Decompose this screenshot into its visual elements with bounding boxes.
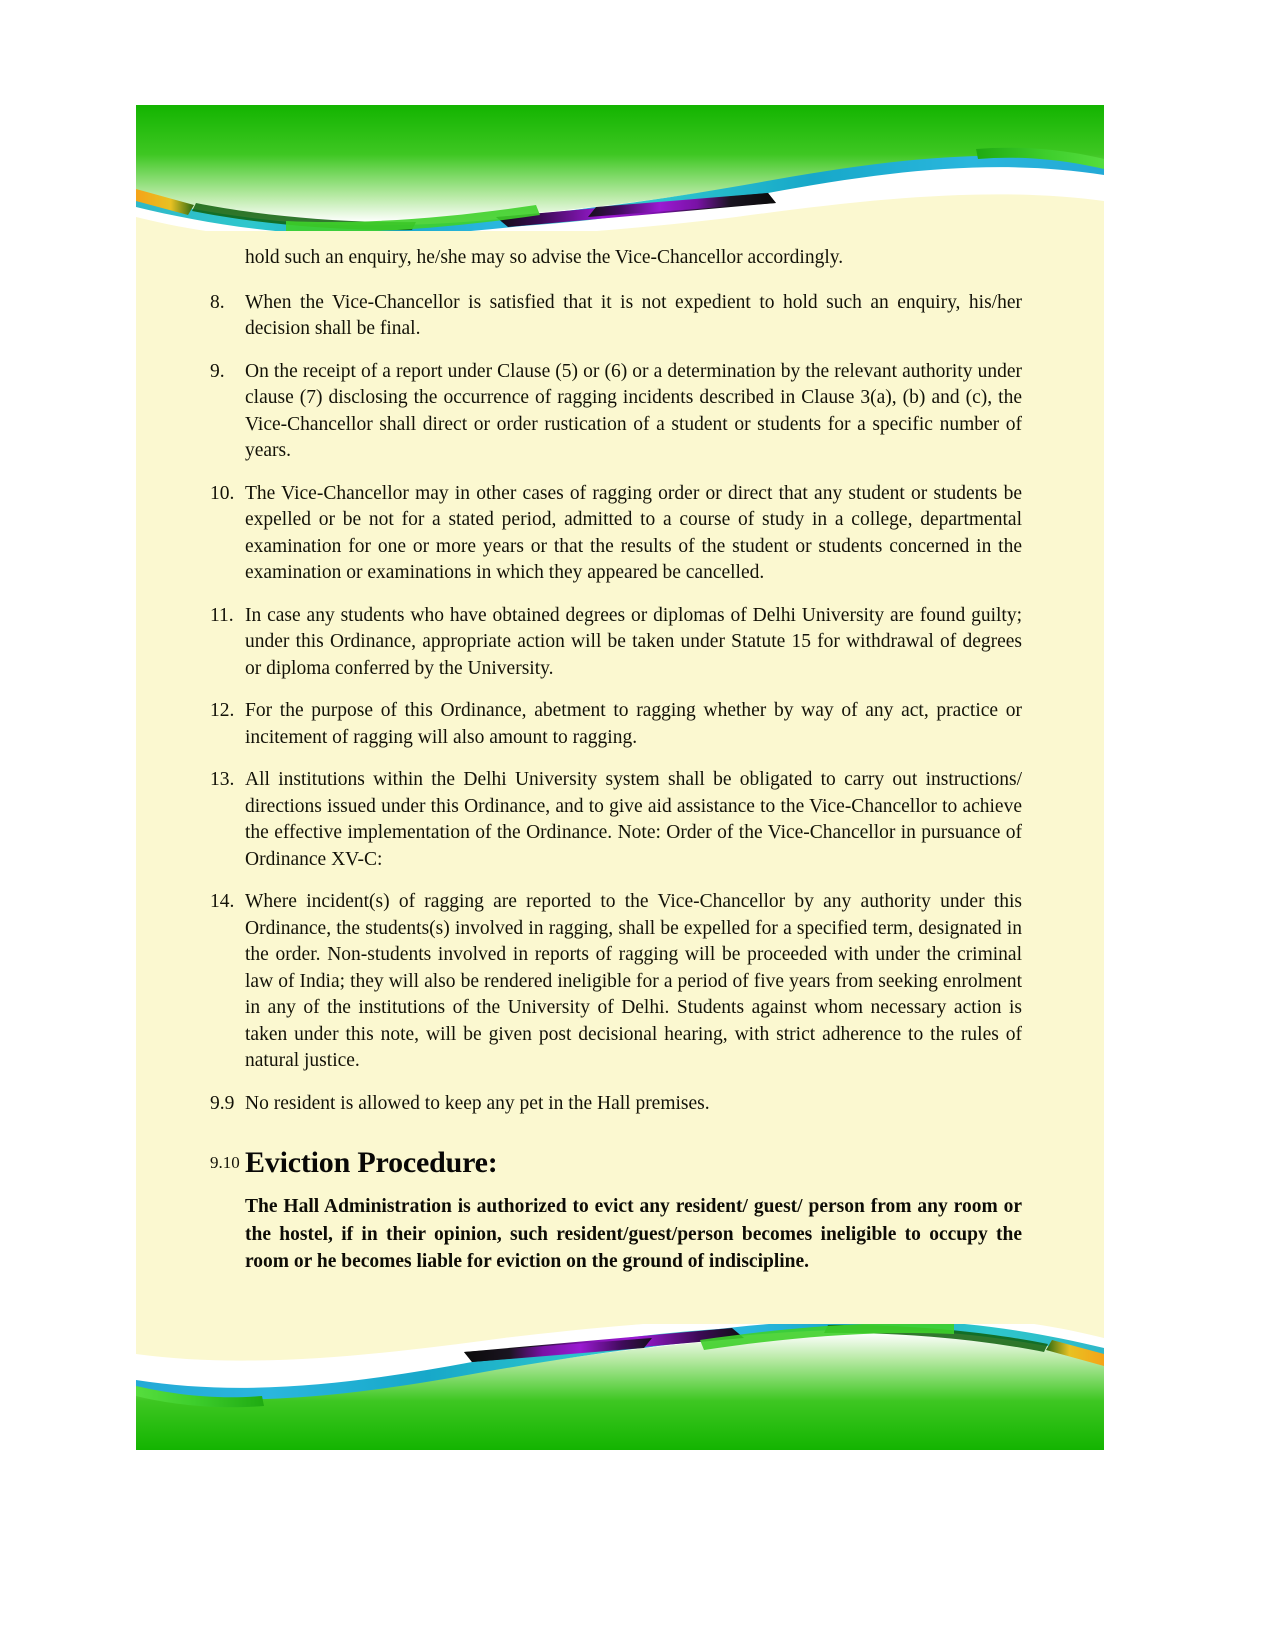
document-content [136,245,1104,1276]
clause-number: 8. [210,291,225,313]
clause-number: 10. [210,482,235,504]
clause-text: Where incident(s) of ragging are reported to the Vice-Chancellor by any authority under this Ordinance, the students(s) involved in ragging, shall be expelled for a specified term, designated in the order. Non-students involved in reports of ragging will be proceeded with under the criminal law of India; they will also be rendered ineligible for a period of five years from seeking enrolment in any of the institutions of the University of Delhi. Students against whom necessary action is taken under this note, will be given post decisional hearing, with strict adherence to the rules of natural justice. [245,891,1022,1071]
clause-number: 13. [210,769,235,790]
wave-banner-top-decoration [136,105,1104,231]
clause-row [136,698,1104,751]
section-heading-eviction-procedure: Eviction Procedure: [245,1146,498,1179]
clause-text: For the purpose of this Ordinance, abetment to ragging whether by way of any act, practice or incitement of ragging will also amount to ragging. [245,700,1022,748]
clause-text: The Vice-Chancellor may in other cases of ragging order or direct that any student or students be expelled or be not for a stated period, admitted to a course of study in a college, departmental examination for one or more years or that the results of the student or students concerned in the examination or examinations in which they appeared be cancelled. [245,482,1022,583]
document-page [136,105,1104,1450]
clause-number: 14. [210,891,235,912]
clause-text: When the Vice-Chancellor is satisfied that it is not expedient to hold such an enquiry, his/her decision shall be final. [245,291,1022,339]
clause-row [136,481,1104,587]
clause-row [136,767,1104,873]
clause-row [136,359,1104,465]
lead-paragraph-text: hold such an enquiry, he/she may so advise the Vice-Chancellor accordingly. [245,247,844,268]
clause-text: In case any students who have obtained degrees or diplomas of Delhi University are found guilty; under this Ordinance, appropriate action will be taken under Statute 15 for withdrawal of degrees or diploma conferred by the University. [245,604,1022,679]
lead-paragraph-row [136,245,1104,272]
clause-text: All institutions within the Delhi University system shall be obligated to carry out instructions/ directions issued under this Ordinance, and to give aid assistance to the Vice-Chancellor to achieve the effective implementation of the Ordinance. Note: Order of the Vice-Chancellor in pursuance of Ordinance XV-C: [245,769,1022,870]
clause-row [136,290,1104,343]
section-row-9-10 [136,1143,1104,1276]
section-body-text: The Hall Administration is authorized to evict any resident/ guest/ person from any room or the hostel, if in their opinion, such resident/guest/person becomes ineligible to occupy the room or he becomes liable for eviction on the ground of indiscipline. [245,1196,1022,1272]
clause-number: 11. [210,604,234,626]
clause-number: 9. [210,360,225,382]
section-number: 9.10 [210,1153,240,1172]
wave-banner-top-icon [136,105,1104,231]
clause-text: No resident is allowed to keep any pet in the Hall premises. [245,1092,710,1114]
wave-banner-bottom-decoration [136,1324,1104,1450]
clause-number: 9.9 [210,1092,235,1114]
clause-row [136,603,1104,683]
clause-text: On the receipt of a report under Clause (5) or (6) or a determination by the relevant authority under clause (7) disclosing the occurrence of ragging incidents described in Clause 3(a), (b) and (c), the Vice-Chancellor shall direct or order rustication of a student or students for a specific number of years. [245,360,1022,461]
clause-row [136,889,1104,1075]
wave-banner-bottom-icon [136,1324,1104,1450]
clause-row-9-9 [136,1091,1104,1118]
clause-number: 12. [210,700,235,721]
section-body-wrapper [245,1143,1104,1276]
